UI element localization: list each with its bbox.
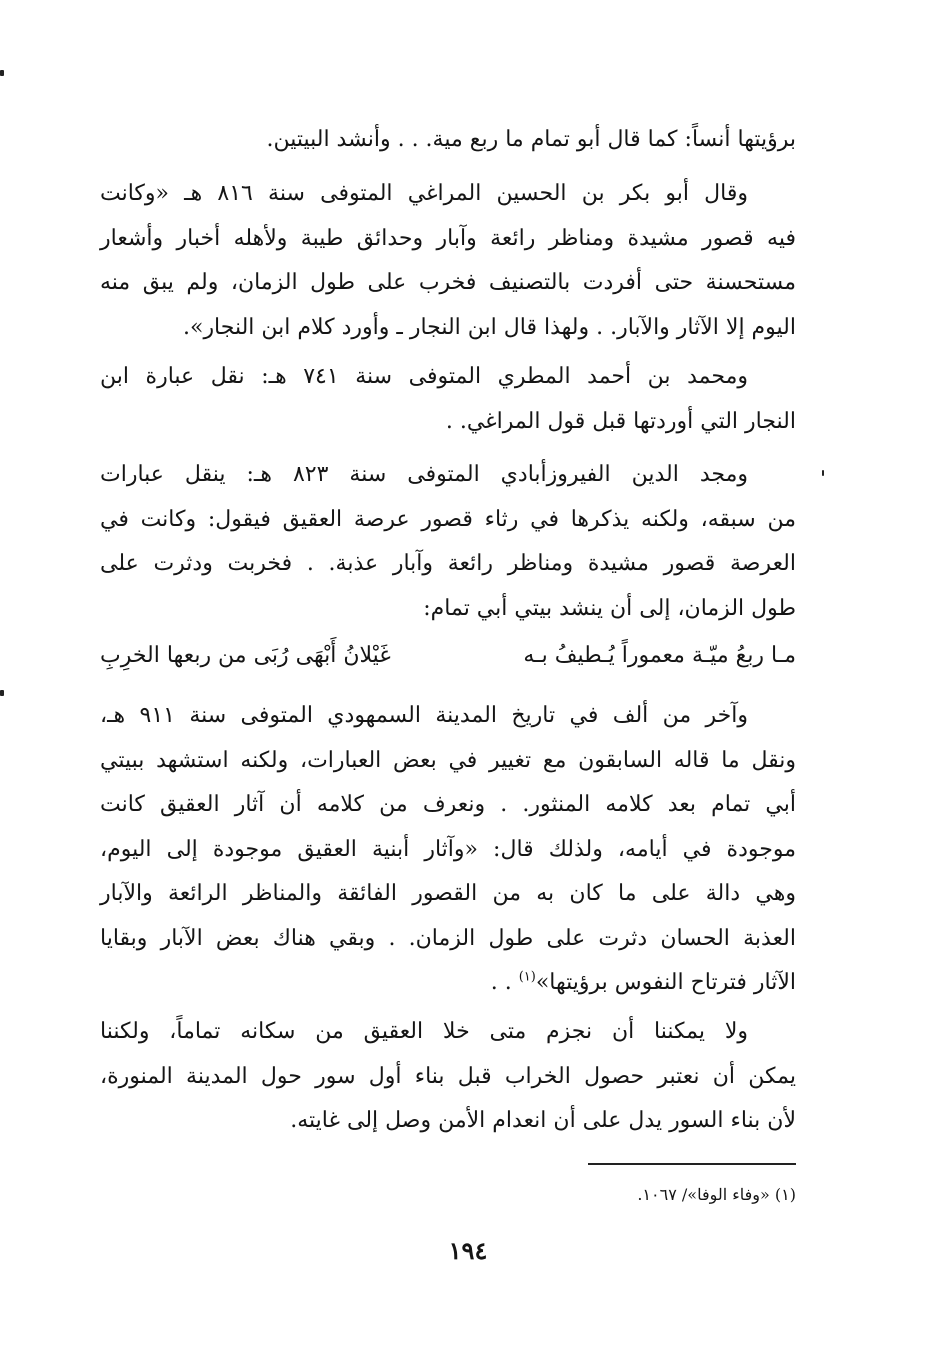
paragraph: [100, 355, 796, 444]
text-line: برؤيتها أنساً: كما قال أبو تمام ما ربع مية. . . وأنشد البيتين.: [266, 127, 796, 152]
text-line-tail: . .: [490, 970, 512, 995]
scan-mark: [0, 690, 4, 696]
text-line: لأن بناء السور يدل على أن انعدام الأمن وصل إلى غايته.: [290, 1108, 796, 1133]
text-line: من سبقه، ولكنه يذكرها في رثاء قصور عرصة العقيق فيقول: وكانت في: [100, 506, 796, 532]
second-hemistich: غَيْلانُ أَبْهَى رُبَى من ربعها الخرِبِ: [100, 643, 391, 668]
text-line: ومجد الدين الفيروزأبادي المتوفى سنة ٨٢٣ هـ: ينقل عبارات: [100, 462, 749, 487]
text-line: العرصة قصور مشيدة ومناظر رائعة وآبار عذبة. . فخربت ودثرت على: [100, 551, 796, 576]
text-line: وهي دالة على ما كان به من القصور الفائقة والمناظر الرائعة والآبار: [100, 881, 796, 906]
scan-mark: [0, 70, 4, 76]
paragraph: [100, 172, 796, 350]
text-line: العذبة الحسان دثرت على طول الزمان. . وبقي هناك بعض الآبار وبقايا: [100, 925, 796, 951]
paragraph: [100, 694, 796, 1006]
footnote: (١) «وفاء الوفا»/ ١٠٦٧.: [637, 1185, 796, 1204]
text-line: ونقل ما قاله السابقون مع تغيير في بعض العبارات، ولكنه استشهد ببيتي: [100, 747, 796, 773]
footnote-reference[interactable]: (١): [518, 969, 536, 985]
poem-verse: [100, 634, 796, 679]
footnote-divider: [588, 1163, 796, 1165]
paragraph: [100, 1010, 796, 1144]
paragraph: [100, 453, 796, 631]
page-number: ١٩٤: [448, 1236, 488, 1265]
text-line: النجار التي أوردتها قبل قول المراغي. .: [445, 408, 796, 434]
text-line: ومحمد بن أحمد المطري المتوفى سنة ٧٤١ هـ: نقل عبارة ابن: [100, 364, 748, 389]
text-line: اليوم إلا الآثار والآبار. . ولهذا قال ابن النجار ـ وأورد كلام ابن النجار».: [182, 314, 796, 340]
paragraph: [100, 118, 796, 163]
first-hemistich: مـا ربعُ ميّـة معموراً يُـطيفُ بـه: [523, 643, 796, 668]
text-line: فيه قصور مشيدة ومناظر رائعة وآبار وحدائق طيبة ولأهله أخبار وأشعار: [100, 225, 796, 251]
scan-mark: [822, 470, 824, 476]
text-line: مستحسنة حتى أفردت بالتصنيف فخرب على طول الزمان، ولم يبق منه: [100, 270, 796, 295]
verse-line: [100, 634, 796, 679]
text-line: وآخر من ألف في تاريخ المدينة السمهودي المتوفى سنة ٩١١ هـ،: [100, 703, 749, 728]
text-line-body: الآثار فترتاح النفوس برؤيتها»: [535, 970, 796, 995]
text-line: وقال أبو بكر بن الحسين المراغي المتوفى سنة ٨١٦ هـ «وكانت: [100, 181, 748, 206]
text-line: يمكن أن نعتبر حصول الخراب قبل بناء أول سور حول المدينة المنورة،: [100, 1063, 796, 1089]
text-line: [100, 961, 796, 1006]
text-line: طول الزمان، إلى أن ينشد بيتي أبي تمام:: [423, 595, 796, 621]
text-line: ولا يمكننا أن نجزم متى خلا العقيق من سكانه تماماً، ولكننا: [100, 1019, 748, 1044]
text-line: موجودة في أيامه، ولذلك قال: «وآثار أبنية العقيق موجودة إلى اليوم،: [100, 836, 796, 862]
text-line: أبي تمام بعد كلامه المنثور. . ونعرف من كلامه أن آثار العقيق كانت: [100, 792, 796, 817]
